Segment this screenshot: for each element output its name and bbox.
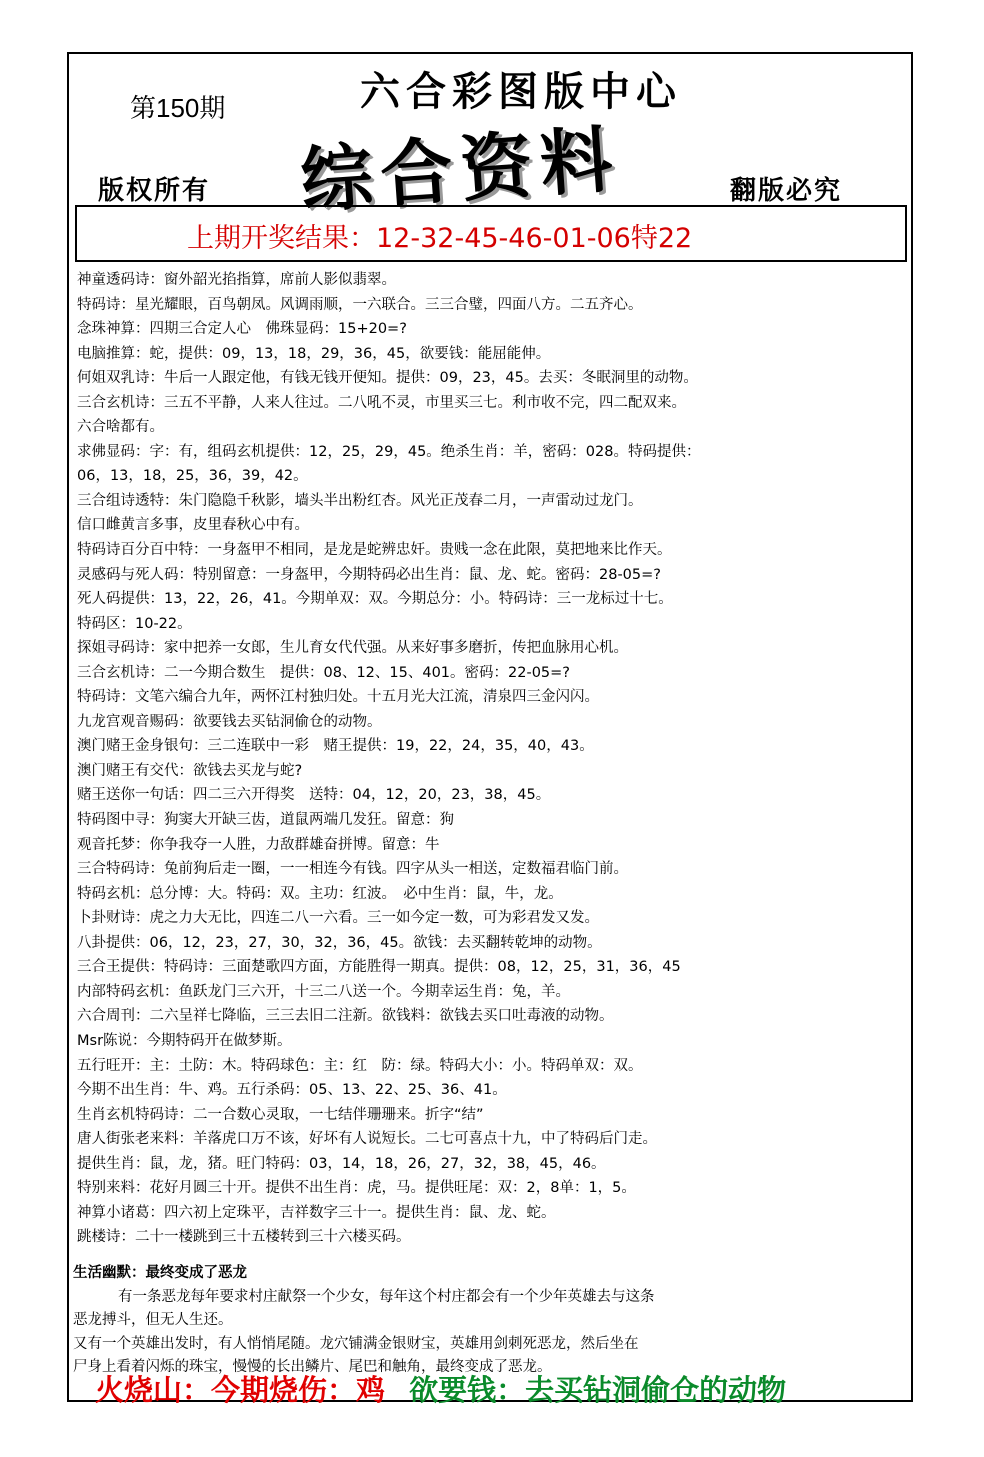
content-line: 特码诗：星光耀眼，百鸟朝凤。风调雨顺，一六联合。三三合璧，四面八方。二五齐心。	[77, 296, 643, 313]
content-line: 提供生肖：鼠，龙，猪。旺门特码：03，14，18，26，27，32，38，45，46。	[77, 1155, 606, 1172]
result-box	[75, 205, 907, 262]
content-line: 澳门赌王金身银句：三二连联中一彩 赌王提供：19，22，24，35，40，43。	[77, 738, 594, 755]
content-lines	[77, 268, 907, 1250]
content-line: 神算小诸葛：四六初上定珠平，吉祥数字三十一。提供生肖：鼠、龙、蛇。	[77, 1204, 556, 1221]
footer-banner	[95, 1368, 786, 1409]
story-line: 尸身上看着闪烁的珠宝，慢慢的长出鳞片、尾巴和触角，最终变成了恶龙。	[73, 1359, 552, 1375]
content-line: 跳楼诗：二十一楼跳到三十五楼转到三十六楼买码。	[77, 1229, 411, 1246]
content-line: 特码玄机：总分博：大。特码：双。主功：红波。 必中生肖：鼠，牛，龙。	[77, 885, 563, 902]
content-line: 求佛显码：字：有，组码玄机提供：12，25，29，45。绝杀生肖：羊，密码：028。特码提供：	[77, 443, 701, 460]
content-line: 特码区：10-22。	[77, 615, 192, 632]
content-line: 唐人街张老来料：羊落虎口万不该，好坏有人说短长。二七可喜点十九，中了特码后门走。	[77, 1131, 657, 1148]
copyright-note: 版权所有	[98, 176, 211, 206]
content-line: 澳门赌王有交代：欲钱去买龙与蛇?	[77, 762, 303, 779]
content-line: Msr陈说：今期特码开在做梦斯。	[77, 1032, 292, 1049]
content-line: 特别来料：花好月圆三十开。提供不出生肖：虎，马。提供旺尾：双：2，8单：1，5。	[77, 1180, 636, 1197]
content-line: 赌王送你一句话：四二三六开得奖 送特：04，12，20，23，38，45。	[77, 787, 551, 804]
content-line: 卜卦财诗：虎之力大无比，四连二八一六看。三一如今定一数，可为彩君发又发。	[77, 910, 599, 927]
content-line: 八卦提供：06，12，23，27，30，32，36，45。欲钱：去买翻转乾坤的动物。	[77, 934, 602, 951]
story-heading: 生活幽默：最终变成了恶龙	[73, 1265, 247, 1281]
center-title: 六合彩图版中心	[360, 68, 682, 115]
footer-green-text: 欲要钱：去买钻洞偷仓的动物	[409, 1373, 787, 1407]
story-line: 恶龙搏斗，但无人生还。	[73, 1312, 233, 1328]
content-line: 神童透码诗：窗外韶光掐指算，席前人影似翡翠。	[77, 272, 396, 288]
content-line: 念珠神算：四期三合定人心 佛珠显码：15+20=?	[77, 321, 407, 338]
content-line: 电脑推算：蛇，提供：09，13，18，29，36，45，欲要钱：能屈能伸。	[77, 345, 551, 362]
content-line: 今期不出生肖：牛、鸡。五行杀码：05、13、22、25、36、41。	[77, 1082, 507, 1099]
content-line: 五行旺开：主：土防：木。特码球色：主：红 防：绿。特码大小：小。特码单双：双。	[77, 1057, 643, 1074]
last-result: 上期开奖结果：12-32-45-46-01-06特22	[187, 223, 693, 254]
content-line: 三合玄机诗：二一今期合数生 提供：08、12、15、401。密码：22-05=?	[77, 664, 571, 681]
footer-red-text: 火烧山：今期烧伤：鸡	[95, 1373, 386, 1407]
content-line: 三合王提供：特码诗：三面楚歌四方面，方能胜得一期真。提供：08，12，25，31，36，45	[77, 959, 681, 976]
content-line: 六合周刊：二六呈祥七降临，三三去旧二注新。欲钱料：欲钱去买口吐毒液的动物。	[77, 1008, 614, 1025]
content-line: 生肖玄机特码诗：二一合数心灵取，一七结伴珊珊来。折字“结”	[77, 1106, 484, 1123]
content-line: 信口雌黄言多事，皮里春秋心中有。	[77, 517, 309, 534]
content-line: 六合啥都有。	[77, 419, 164, 436]
story-line: 又有一个英雄出发时，有人悄悄尾随。龙穴铺满金银财宝，英雄用剑刺死恶龙，然后坐在	[73, 1335, 639, 1352]
main-title: 综合资料	[297, 115, 623, 224]
content-line: 探姐寻码诗：家中把养一女郎，生儿育女代代强。从来好事多磨折，传把血脉用心机。	[77, 640, 628, 657]
content-line: 死人码提供：13，22，26，41。今期单双：双。今期总分：小。特码诗：三一龙标过十七。	[77, 591, 673, 608]
content-line: 特码图中寻：狗窦大开缺三齿，道鼠两端几发狂。留意：狗	[77, 812, 454, 829]
content-line: 特码诗：文笔六编合九年，两怀江村独归处。十五月光大江流，清泉四三金闪闪。	[77, 689, 599, 706]
content-line: 三合玄机诗：三五不平静，人来人往过。二八吼不灵，市里买三七。利市收不完，四二配双来。	[77, 394, 686, 411]
issue-number: 第150期	[130, 93, 226, 123]
content-line: 何姐双乳诗：牛后一人跟定他，有钱无钱开便知。提供：09，23，45。去买：冬眠洞里的动物。	[77, 370, 698, 387]
content-line: 三合特码诗：兔前狗后走一圈，一一相连今有钱。四字从头一相送，定数福君临门前。	[77, 861, 628, 878]
story-section	[73, 1262, 893, 1380]
content-line: 内部特码玄机：鱼跃龙门三六开，十三二八送一个。今期幸运生肖：兔，羊。	[77, 983, 570, 1000]
content-line: 特码诗百分百中特：一身盔甲不相同，是龙是蛇辨忠奸。贵贱一念在此限，莫把地来比作天。	[77, 542, 672, 559]
content-line: 观音托梦：你争我夺一人胜，力敌群雄奋拼博。留意：牛	[77, 836, 440, 853]
content-line: 三合组诗透特：朱门隐隐千秋影，墙头半出粉红杏。风光正茂春二月，一声雷动过龙门。	[77, 492, 643, 509]
content-line: 九龙宫观音赐码：欲要钱去买钻洞偷仓的动物。	[77, 713, 382, 730]
content-line: 06，13，18，25，36，39，42。	[77, 468, 308, 485]
content-line: 灵感码与死人码：特别留意：一身盔甲，今期特码必出生肖：鼠、龙、蛇。密码：28-05=?	[77, 566, 661, 583]
piracy-note: 翻版必究	[730, 176, 843, 206]
story-line: 有一条恶龙每年要求村庄献祭一个少女，每年这个村庄都会有一个少年英雄去与这条	[118, 1288, 655, 1305]
